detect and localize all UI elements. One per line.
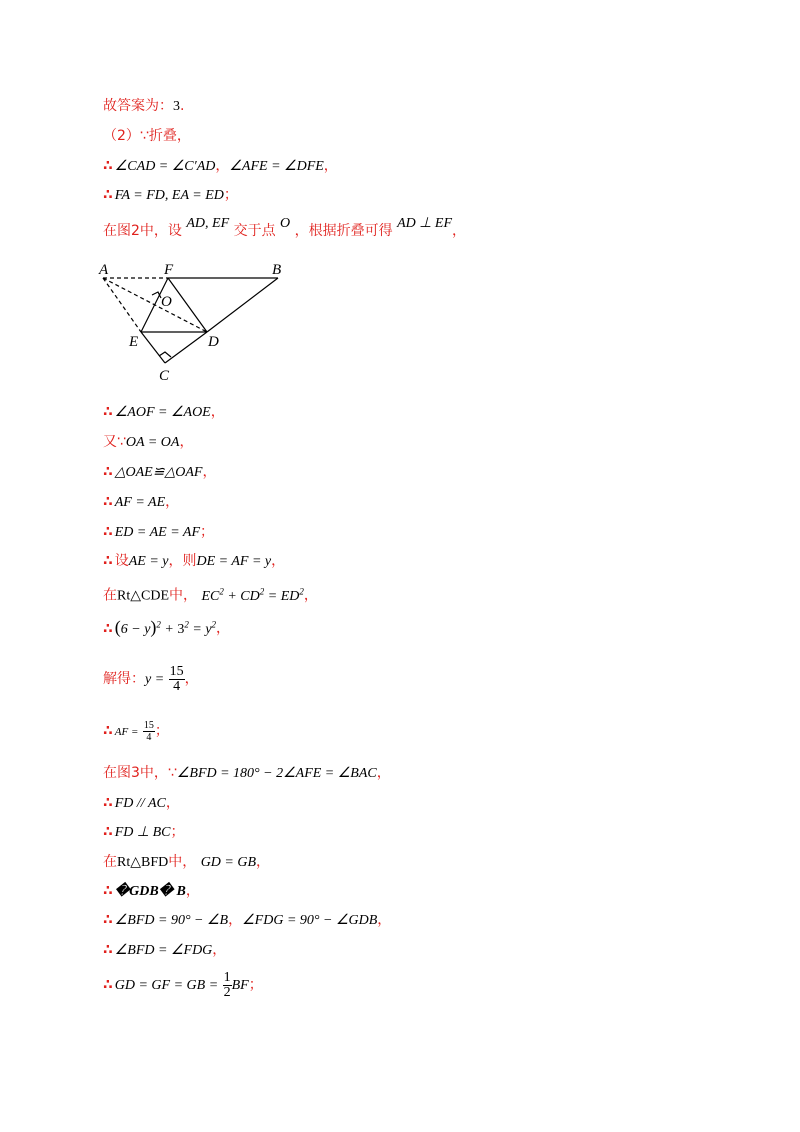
- figure3-intro: 在图3中，∵∠BFD = 180° − 2∠AFE = ∠BAC，: [103, 765, 391, 781]
- part2-heading: （2）∵折叠，: [103, 128, 191, 144]
- step-congruent: ∴ △OAE≌△OAF，: [103, 464, 217, 480]
- right-angle-mark-o: [152, 292, 161, 298]
- label-c: C: [159, 368, 170, 383]
- step-bfd-eq-fdg: ∴ ∠BFD = ∠FDG，: [103, 942, 227, 958]
- label-d: D: [208, 334, 219, 350]
- right-angle-mark-c: [159, 352, 171, 357]
- geometry-figure: [95, 258, 295, 383]
- fraction-1-2: $\frac{1}{2}$: [223, 969, 231, 1000]
- step-fa-fd: ∴ FA = FD, EA = ED；: [103, 187, 238, 203]
- step-aof-aoe: ∴ ∠AOF = ∠AOE，: [103, 404, 225, 420]
- step-oa-oa: 又∵OA = OA，: [103, 434, 194, 450]
- segment-dc: [165, 332, 207, 363]
- step-ed-ae-af: ∴ ED = AE = AF；: [103, 524, 215, 540]
- segment-bd: [207, 278, 278, 332]
- segment-ec: [141, 332, 165, 363]
- label-b: B: [272, 262, 282, 278]
- answer-line: 故答案为：3.: [103, 98, 185, 114]
- step-angle-equal: ∴ ∠CAD = ∠C′AD，∠AFE = ∠DFE，: [103, 158, 338, 174]
- segment-fd: [168, 278, 207, 332]
- label-o: O: [161, 294, 172, 310]
- fraction-15-4: $\frac{15}{4}$: [169, 663, 184, 694]
- step-pythagoras: 在Rt△CDE中， $EC^2 + CD^2 = ED^2$，: [103, 586, 318, 604]
- step-gdb-b: ∴ �GDB� B，: [103, 883, 200, 899]
- step-gd-gb: 在Rt△BFD中， GD = GB，: [103, 854, 271, 870]
- step-equation: ∴ $(6 - y)^2 + 3^2 = y^2$，: [103, 616, 231, 637]
- segment-ae: [103, 278, 141, 332]
- step-angle-bfd-fdg: ∴ ∠BFD = 90° − ∠B，∠FDG = 90° − ∠GDB，: [103, 912, 392, 928]
- step-let-y: ∴ 设AE = y，则DE = AF = y，: [103, 553, 286, 569]
- label-a: A: [99, 262, 109, 278]
- step-parallel: ∴ FD // AC，: [103, 795, 180, 811]
- step-perpendicular: ∴ FD ⊥ BC；: [103, 824, 185, 840]
- step-gd-gf-gb: ∴ GD = GF = GB = $\frac{1}{2}$ BF；: [103, 969, 263, 1000]
- fraction-15-4-small: $\frac{15}{4}$: [143, 719, 154, 743]
- step-solve: 解得：y = $\frac{15}{4}$ ，: [103, 663, 199, 694]
- figure2-intro: 在图2中，设 AD, EF 交于点 O ，根据折叠可得 AD ⊥ EF，: [103, 216, 467, 239]
- step-af-value: ∴ AF = $\frac{15}{4}$ ；: [103, 719, 169, 743]
- step-af-ae: ∴ AF = AE，: [103, 494, 180, 510]
- label-e: E: [129, 334, 139, 350]
- label-f: F: [164, 262, 174, 278]
